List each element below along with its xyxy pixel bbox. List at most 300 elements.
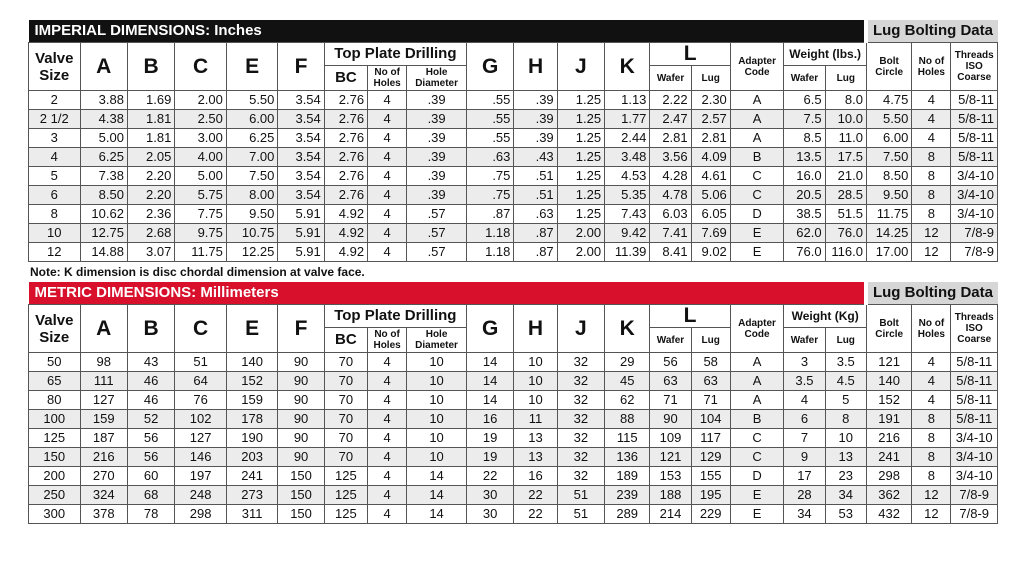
- table-cell: 5/8-11: [951, 110, 998, 129]
- table-cell: 1.25: [557, 167, 604, 186]
- table-cell: 6.25: [80, 148, 127, 167]
- metric-title: METRIC DIMENSIONS: Millimeters: [29, 282, 867, 305]
- table-cell: 68: [127, 486, 174, 505]
- header-bolt-circle: Bolt Circle: [866, 305, 911, 353]
- table-cell: 76: [175, 391, 227, 410]
- table-cell: .87: [466, 205, 513, 224]
- table-cell: E: [730, 224, 784, 243]
- header-g: G: [466, 305, 513, 353]
- header-j: J: [557, 305, 604, 353]
- table-cell: 159: [226, 391, 278, 410]
- table-cell: 6.05: [691, 205, 730, 224]
- table-cell: E: [730, 486, 784, 505]
- table-row: [29, 224, 998, 243]
- metric-table: [28, 282, 998, 524]
- table-cell: 10: [407, 372, 467, 391]
- table-cell: 11.75: [175, 243, 227, 262]
- table-row: [29, 148, 998, 167]
- header-l-lug: Lug: [691, 66, 730, 91]
- table-row: [29, 410, 998, 429]
- table-cell: 7.69: [691, 224, 730, 243]
- table-cell: 1.25: [557, 129, 604, 148]
- table-cell: 11.0: [825, 129, 866, 148]
- table-cell: A: [730, 353, 784, 372]
- table-cell: 63: [650, 372, 691, 391]
- table-cell: 10: [407, 391, 467, 410]
- table-cell: 229: [691, 505, 730, 524]
- table-row: [29, 167, 998, 186]
- imperial-lug-title: Lug Bolting Data: [866, 20, 997, 43]
- table-cell: 1.25: [557, 91, 604, 110]
- table-row: [29, 372, 998, 391]
- header-a: A: [80, 43, 127, 91]
- table-cell: 4: [912, 372, 951, 391]
- table-cell: 70: [324, 391, 367, 410]
- table-cell: C: [730, 448, 784, 467]
- table-cell: 32: [557, 467, 604, 486]
- table-cell: 70: [324, 429, 367, 448]
- table-cell: 4.78: [650, 186, 691, 205]
- table-cell: 5/8-11: [951, 148, 998, 167]
- table-cell: 53: [825, 505, 866, 524]
- table-cell: 2.22: [650, 91, 691, 110]
- table-cell: 2.76: [324, 110, 367, 129]
- header-bolt-circle: Bolt Circle: [866, 43, 911, 91]
- table-cell: 8.50: [80, 186, 127, 205]
- table-cell: 12: [912, 505, 951, 524]
- table-cell: 4: [368, 224, 407, 243]
- header-l: L: [650, 43, 730, 66]
- table-cell: 298: [866, 467, 911, 486]
- table-cell: 16.0: [784, 167, 825, 186]
- header-hole-diameter: Hole Diameter: [407, 66, 467, 91]
- table-cell: 3.5: [784, 372, 825, 391]
- table-cell: 50: [29, 353, 81, 372]
- table-cell: 2.47: [650, 110, 691, 129]
- table-cell: 190: [226, 429, 278, 448]
- header-l-wafer: Wafer: [650, 66, 691, 91]
- table-cell: 6.00: [226, 110, 278, 129]
- table-cell: .39: [407, 110, 467, 129]
- table-cell: 2.57: [691, 110, 730, 129]
- table-cell: 7.50: [226, 167, 278, 186]
- table-cell: 32: [557, 353, 604, 372]
- table-cell: 4: [368, 372, 407, 391]
- table-cell: 4.5: [825, 372, 866, 391]
- table-cell: 51: [175, 353, 227, 372]
- table-cell: 125: [324, 467, 367, 486]
- table-cell: 51: [557, 505, 604, 524]
- table-cell: 10.75: [226, 224, 278, 243]
- table-cell: 70: [324, 372, 367, 391]
- table-cell: 8: [912, 448, 951, 467]
- header-weight-lug: Lug: [825, 66, 866, 91]
- table-cell: A: [730, 129, 784, 148]
- table-cell: 104: [691, 410, 730, 429]
- table-cell: 14: [466, 353, 513, 372]
- table-cell: 4: [912, 129, 951, 148]
- table-cell: 46: [127, 372, 174, 391]
- table-cell: 239: [605, 486, 650, 505]
- table-cell: 129: [691, 448, 730, 467]
- table-cell: 90: [278, 353, 324, 372]
- table-cell: 7/8-9: [951, 224, 998, 243]
- header-threads: Threads ISO Coarse: [951, 305, 998, 353]
- table-cell: 121: [650, 448, 691, 467]
- table-cell: 298: [175, 505, 227, 524]
- table-cell: 71: [650, 391, 691, 410]
- table-cell: 5/8-11: [951, 372, 998, 391]
- table-cell: 9.02: [691, 243, 730, 262]
- table-cell: 3.48: [605, 148, 650, 167]
- table-cell: 5.91: [278, 205, 324, 224]
- table-cell: B: [730, 148, 784, 167]
- table-cell: 4.92: [324, 205, 367, 224]
- table-cell: 10.0: [825, 110, 866, 129]
- table-cell: 4: [368, 353, 407, 372]
- table-cell: 4: [29, 148, 81, 167]
- table-cell: 29: [605, 353, 650, 372]
- header-weight-wafer: Wafer: [784, 328, 825, 353]
- header-h: H: [514, 305, 557, 353]
- table-cell: 2.36: [127, 205, 174, 224]
- table-cell: 45: [605, 372, 650, 391]
- table-cell: .51: [514, 186, 557, 205]
- header-top-plate: Top Plate Drilling: [324, 305, 466, 328]
- table-cell: 4: [368, 486, 407, 505]
- table-cell: 12.75: [80, 224, 127, 243]
- table-cell: 3.88: [80, 91, 127, 110]
- table-cell: 214: [650, 505, 691, 524]
- table-cell: 14: [466, 391, 513, 410]
- table-cell: 150: [278, 486, 324, 505]
- table-cell: 125: [29, 429, 81, 448]
- table-cell: 216: [866, 429, 911, 448]
- table-cell: .55: [466, 110, 513, 129]
- table-cell: 3.56: [650, 148, 691, 167]
- table-cell: 10: [407, 410, 467, 429]
- table-cell: 46: [127, 391, 174, 410]
- table-cell: 70: [324, 353, 367, 372]
- table-cell: 10: [514, 353, 557, 372]
- table-cell: 159: [80, 410, 127, 429]
- table-cell: 1.18: [466, 224, 513, 243]
- table-cell: 6: [784, 410, 825, 429]
- table-cell: 14.25: [866, 224, 911, 243]
- table-cell: 125: [324, 505, 367, 524]
- table-cell: 121: [866, 353, 911, 372]
- table-cell: 4.61: [691, 167, 730, 186]
- table-cell: 9: [784, 448, 825, 467]
- header-no-holes: No of Holes: [368, 66, 407, 91]
- table-cell: 4: [368, 243, 407, 262]
- table-cell: 100: [29, 410, 81, 429]
- table-cell: .39: [514, 110, 557, 129]
- header-e: E: [226, 305, 278, 353]
- table-cell: 197: [175, 467, 227, 486]
- table-cell: C: [730, 167, 784, 186]
- table-row: [29, 129, 998, 148]
- table-cell: 150: [29, 448, 81, 467]
- table-cell: .39: [514, 91, 557, 110]
- table-cell: 2.76: [324, 91, 367, 110]
- table-cell: .57: [407, 243, 467, 262]
- imperial-title: IMPERIAL DIMENSIONS: Inches: [29, 20, 867, 43]
- table-cell: 2.00: [557, 243, 604, 262]
- table-cell: A: [730, 91, 784, 110]
- table-cell: 32: [557, 429, 604, 448]
- table-cell: 10: [407, 429, 467, 448]
- table-row: [29, 429, 998, 448]
- metric-lug-title: Lug Bolting Data: [866, 282, 997, 305]
- table-cell: 62: [605, 391, 650, 410]
- table-cell: E: [730, 243, 784, 262]
- table-cell: 19: [466, 429, 513, 448]
- table-cell: 4: [368, 429, 407, 448]
- header-h: H: [514, 43, 557, 91]
- header-bc: BC: [324, 66, 367, 91]
- table-cell: 3/4-10: [951, 205, 998, 224]
- table-cell: 4: [368, 205, 407, 224]
- header-l-lug: Lug: [691, 328, 730, 353]
- table-cell: 4.28: [650, 167, 691, 186]
- table-row: [29, 486, 998, 505]
- table-cell: 4: [368, 91, 407, 110]
- table-cell: 289: [605, 505, 650, 524]
- header-c: C: [175, 305, 227, 353]
- table-cell: 109: [650, 429, 691, 448]
- table-cell: 7/8-9: [951, 243, 998, 262]
- header-l: L: [650, 305, 730, 328]
- table-cell: 5: [29, 167, 81, 186]
- table-cell: .87: [514, 243, 557, 262]
- metric-rows: [29, 353, 998, 524]
- table-cell: 432: [866, 505, 911, 524]
- table-cell: C: [730, 429, 784, 448]
- table-cell: 2 1/2: [29, 110, 81, 129]
- header-b: B: [127, 43, 174, 91]
- table-cell: 10.62: [80, 205, 127, 224]
- table-cell: 6.5: [784, 91, 825, 110]
- table-cell: 6.00: [866, 129, 911, 148]
- table-cell: .39: [514, 129, 557, 148]
- table-cell: 4.00: [175, 148, 227, 167]
- table-cell: 1.25: [557, 205, 604, 224]
- header-f: F: [278, 305, 324, 353]
- table-cell: 51.5: [825, 205, 866, 224]
- table-cell: 8: [912, 410, 951, 429]
- table-cell: 178: [226, 410, 278, 429]
- table-cell: 4: [912, 91, 951, 110]
- table-cell: 10: [407, 448, 467, 467]
- table-cell: 21.0: [825, 167, 866, 186]
- table-cell: 116.0: [825, 243, 866, 262]
- table-cell: 7.43: [605, 205, 650, 224]
- table-cell: 5.00: [175, 167, 227, 186]
- table-cell: 2.76: [324, 148, 367, 167]
- table-cell: 60: [127, 467, 174, 486]
- header-l-wafer: Wafer: [650, 328, 691, 353]
- table-cell: 5.50: [226, 91, 278, 110]
- table-cell: 7.38: [80, 167, 127, 186]
- table-cell: 188: [650, 486, 691, 505]
- table-cell: 17: [784, 467, 825, 486]
- table-cell: 4: [368, 186, 407, 205]
- table-cell: 7.75: [175, 205, 227, 224]
- table-cell: 14: [407, 486, 467, 505]
- table-cell: 3.54: [278, 148, 324, 167]
- table-cell: 88: [605, 410, 650, 429]
- table-row: [29, 243, 998, 262]
- table-cell: 22: [514, 505, 557, 524]
- table-cell: 3/4-10: [951, 429, 998, 448]
- table-cell: 3/4-10: [951, 448, 998, 467]
- table-cell: 8: [912, 186, 951, 205]
- table-cell: 102: [175, 410, 227, 429]
- table-cell: 16: [466, 410, 513, 429]
- table-cell: 115: [605, 429, 650, 448]
- table-cell: 20.5: [784, 186, 825, 205]
- table-cell: 241: [226, 467, 278, 486]
- table-cell: 8: [912, 148, 951, 167]
- table-cell: 248: [175, 486, 227, 505]
- table-cell: 4: [368, 448, 407, 467]
- table-cell: 152: [866, 391, 911, 410]
- table-cell: 4: [368, 467, 407, 486]
- table-cell: 1.81: [127, 110, 174, 129]
- table-row: [29, 505, 998, 524]
- table-cell: 8: [825, 410, 866, 429]
- table-cell: 3.07: [127, 243, 174, 262]
- table-cell: 203: [226, 448, 278, 467]
- table-cell: 250: [29, 486, 81, 505]
- table-cell: .57: [407, 224, 467, 243]
- table-cell: 4: [368, 148, 407, 167]
- header-adapter: Adapter Code: [730, 43, 784, 91]
- table-cell: .51: [514, 167, 557, 186]
- table-cell: 3/4-10: [951, 186, 998, 205]
- table-cell: 16: [514, 467, 557, 486]
- table-cell: 8.5: [784, 129, 825, 148]
- table-cell: 187: [80, 429, 127, 448]
- table-cell: 3/4-10: [951, 167, 998, 186]
- table-cell: 127: [175, 429, 227, 448]
- table-cell: .39: [407, 167, 467, 186]
- table-cell: 90: [278, 448, 324, 467]
- header-valve-size: Valve Size: [29, 305, 81, 353]
- table-cell: 117: [691, 429, 730, 448]
- table-cell: 4: [368, 110, 407, 129]
- table-cell: 4: [368, 505, 407, 524]
- table-cell: 14: [407, 467, 467, 486]
- table-cell: 9.50: [866, 186, 911, 205]
- table-cell: 8.50: [866, 167, 911, 186]
- table-cell: 30: [466, 486, 513, 505]
- table-cell: 19: [466, 448, 513, 467]
- table-cell: 10: [825, 429, 866, 448]
- table-cell: 4.92: [324, 224, 367, 243]
- table-cell: A: [730, 110, 784, 129]
- table-cell: 1.13: [605, 91, 650, 110]
- table-cell: 13.5: [784, 148, 825, 167]
- table-cell: 111: [80, 372, 127, 391]
- table-cell: 80: [29, 391, 81, 410]
- header-hole-diameter: Hole Diameter: [407, 328, 467, 353]
- table-cell: 8: [29, 205, 81, 224]
- header-weight: Weight (lbs.): [784, 43, 867, 66]
- table-cell: 6.25: [226, 129, 278, 148]
- table-cell: 76.0: [825, 224, 866, 243]
- table-cell: .87: [514, 224, 557, 243]
- table-cell: 70: [324, 448, 367, 467]
- table-cell: 2.76: [324, 167, 367, 186]
- table-cell: 4: [912, 391, 951, 410]
- table-cell: 90: [278, 410, 324, 429]
- table-cell: 34: [784, 505, 825, 524]
- table-cell: E: [730, 505, 784, 524]
- table-cell: 2.76: [324, 129, 367, 148]
- table-cell: 63: [691, 372, 730, 391]
- table-cell: D: [730, 205, 784, 224]
- imperial-note: Note: K dimension is disc chordal dimension at valve face.: [30, 265, 365, 279]
- table-cell: 127: [80, 391, 127, 410]
- table-cell: 11: [514, 410, 557, 429]
- table-cell: 8.0: [825, 91, 866, 110]
- table-cell: 8.41: [650, 243, 691, 262]
- table-cell: 38.5: [784, 205, 825, 224]
- table-cell: 1.25: [557, 110, 604, 129]
- table-cell: 5.00: [80, 129, 127, 148]
- header-e: E: [226, 43, 278, 91]
- table-cell: 4.75: [866, 91, 911, 110]
- table-cell: 4: [368, 167, 407, 186]
- table-cell: .39: [407, 91, 467, 110]
- table-cell: 32: [557, 391, 604, 410]
- table-cell: 32: [557, 410, 604, 429]
- table-cell: D: [730, 467, 784, 486]
- table-cell: 8: [912, 467, 951, 486]
- table-cell: 5/8-11: [951, 91, 998, 110]
- table-cell: 241: [866, 448, 911, 467]
- table-cell: 4: [912, 110, 951, 129]
- table-cell: .63: [514, 205, 557, 224]
- table-cell: 6.03: [650, 205, 691, 224]
- table-cell: .57: [407, 205, 467, 224]
- table-cell: 150: [278, 505, 324, 524]
- header-weight-lug: Lug: [825, 328, 866, 353]
- table-row: [29, 391, 998, 410]
- table-cell: .75: [466, 186, 513, 205]
- table-cell: 12: [29, 243, 81, 262]
- table-cell: 90: [278, 429, 324, 448]
- header-a: A: [80, 305, 127, 353]
- table-cell: 3.54: [278, 129, 324, 148]
- table-cell: 4.53: [605, 167, 650, 186]
- header-b: B: [127, 305, 174, 353]
- header-k: K: [605, 305, 650, 353]
- table-cell: 273: [226, 486, 278, 505]
- table-cell: 7/8-9: [951, 505, 998, 524]
- table-cell: 4: [368, 129, 407, 148]
- table-cell: 300: [29, 505, 81, 524]
- table-cell: 3.00: [175, 129, 227, 148]
- table-cell: 64: [175, 372, 227, 391]
- table-cell: 78: [127, 505, 174, 524]
- table-cell: 56: [127, 448, 174, 467]
- table-cell: 8.00: [226, 186, 278, 205]
- table-cell: 4: [368, 391, 407, 410]
- table-cell: 2.05: [127, 148, 174, 167]
